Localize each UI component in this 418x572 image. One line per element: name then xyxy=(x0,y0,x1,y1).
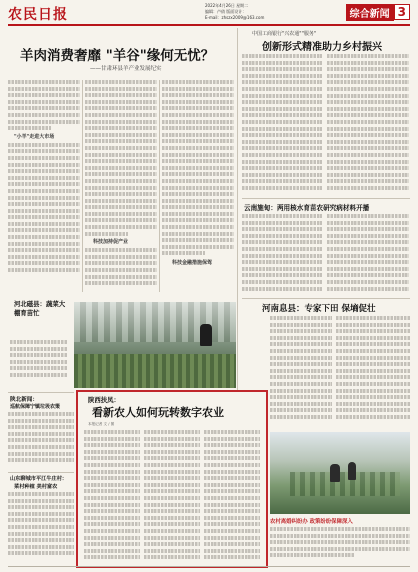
main-subhead-1: "小羊"走进大市场 xyxy=(14,133,55,140)
section-label xyxy=(346,4,410,20)
right-lower-col-2 xyxy=(336,316,410,428)
featured-kicker: 陕西扶凤： xyxy=(88,396,120,404)
left-brief-1-headline: 陕北新闻： xyxy=(10,397,38,403)
main-headline: 羊肉消费奢靡 "羊谷"缘何无忧？ xyxy=(20,48,215,64)
main-subhead-2: 科技加持促产业 xyxy=(93,239,129,246)
main-story-col-3 xyxy=(162,80,234,292)
bottom-right-photo xyxy=(270,432,410,514)
main-story-col-1 xyxy=(8,80,80,292)
photo-caption-vertical: 河北磁县：蔬菜大棚育苗忙 xyxy=(14,300,66,317)
right-top-headline: 创新形式精准助力乡村振兴 xyxy=(262,42,382,53)
person-figure xyxy=(330,464,340,482)
right-top-col-1 xyxy=(242,54,322,196)
field-rows xyxy=(290,472,400,496)
footer-rule xyxy=(8,566,410,567)
issue-info: 2022年4月26日 星期二 xyxy=(205,3,249,8)
featured-byline: 本报记者 文 / 图 xyxy=(88,422,115,426)
main-subheadline: ——甘肃环县羊产业发展纪实 xyxy=(90,66,162,72)
left-brief-1-subline: 巡航保障宁镇垃圾农策 xyxy=(10,404,61,410)
right-mid-headline: 云南施甸：两用核水育苗农研究病材料开播 xyxy=(244,204,370,212)
col-divider xyxy=(159,80,160,292)
left-divider xyxy=(8,472,74,473)
page-number: 3 xyxy=(394,4,410,20)
greenhouse-photo xyxy=(74,302,236,388)
editors-line: 编辑：卢倩 版面设计： xyxy=(205,9,247,14)
left-divider xyxy=(8,392,74,393)
col-divider xyxy=(82,80,83,292)
featured-headline: 看新农人如何玩转数字农业 xyxy=(92,406,224,419)
right-top-kicker: 中国工商银行"兴农通""服务" xyxy=(252,31,317,37)
person-figure xyxy=(348,462,356,480)
right-top-col-2 xyxy=(327,54,409,196)
masthead-info xyxy=(205,3,264,21)
right-lower-col-1 xyxy=(270,316,332,428)
left-brief-2-text xyxy=(8,492,74,564)
left-brief-2-subline: 菜村种植 美村富农 xyxy=(14,484,58,490)
right-mid-col-2 xyxy=(327,214,409,296)
right-lower-headline: 河南息县：专家下田 保墒促壮 xyxy=(262,304,376,314)
paper-name: 农民日报 xyxy=(8,7,68,23)
featured-col-3 xyxy=(204,430,260,562)
person-figure xyxy=(200,324,212,346)
bottom-right-text xyxy=(270,527,410,563)
section-name: 综合新闻 xyxy=(346,4,394,21)
right-mid-col-1 xyxy=(242,214,322,296)
seedling-trays xyxy=(74,354,236,388)
left-brief-2-headline: 山东聊城市平江牛庄村： xyxy=(10,476,68,482)
contact-line: E-mail：zhszx2009@163.com xyxy=(205,15,265,20)
masthead-rule xyxy=(8,24,410,26)
photo-caption-text xyxy=(10,340,68,386)
main-story-end-label: 科技金融措施保驾 xyxy=(172,260,213,267)
right-divider xyxy=(242,298,410,299)
featured-col-2 xyxy=(144,430,200,562)
featured-col-1 xyxy=(84,430,140,562)
featured-article-box xyxy=(76,390,268,568)
main-story-col-2 xyxy=(85,80,157,292)
bottom-photo-caption: 农村离婚纠纷办 政策纷纷保障深入 xyxy=(270,519,353,525)
right-divider xyxy=(242,198,410,199)
left-brief-1-text xyxy=(8,412,74,470)
